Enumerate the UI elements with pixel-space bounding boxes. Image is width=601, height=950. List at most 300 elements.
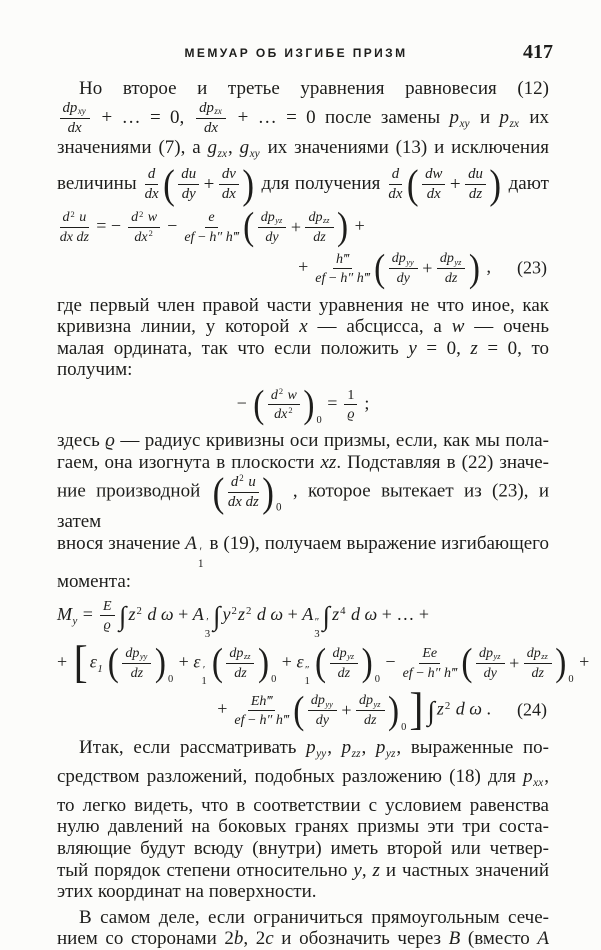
math-variable: dp [359,692,374,709]
math-variable: dx [274,406,288,423]
text-run: − [380,651,401,672]
fraction-numerator [524,645,552,664]
fraction-denominator [484,664,497,681]
text-run: их [519,106,549,128]
text-run: , [482,256,491,277]
fraction-denominator [60,228,89,245]
math-variable: dv [221,165,236,182]
para-equations-intro [57,78,549,208]
text-run: + … = 0 после замены [228,106,450,128]
text-line [57,598,549,640]
text-run: , [544,765,549,787]
fraction-denominator [315,269,369,286]
text-line [57,430,549,452]
prime-mark: ″ [314,616,320,629]
prime-mark: ′ [199,545,202,558]
text-run: значениями (7), а [57,136,208,158]
text-run: малая ордината, так что если положить [57,337,409,359]
math-fraction [389,250,418,286]
equation-24 [57,598,590,736]
math-variable: z [436,698,444,719]
fraction-numerator [356,692,385,711]
math-fraction [128,209,160,244]
math-variable: y [353,859,362,881]
paren-content [120,645,154,681]
text-run: = 0, то [477,337,549,359]
fraction-numerator [437,250,466,269]
math-variable: dz [234,665,247,682]
math-variable: dz [130,665,144,682]
math-subscript: yy [316,748,327,761]
math-fraction [356,692,385,728]
fraction-numerator [465,166,486,185]
math-fraction [100,598,115,633]
left-paren: ( [211,641,223,685]
text-run: + [217,698,232,719]
math-fraction [437,250,466,286]
math-paren-group [314,641,380,686]
text-run: + [509,652,520,673]
text-run: — абсцисса, а [307,316,452,338]
fraction-denominator [234,664,246,681]
fraction-denominator [388,185,402,203]
text-run: − [325,269,341,286]
text-line [57,737,549,766]
text-run: − [244,711,260,728]
right-paren: ) [337,205,349,249]
paren-subscript: 0 [316,415,322,427]
text-run: средством разложений, подобных разложению (18) для [57,765,524,787]
math-variable: dz [444,270,458,287]
index-digit: 3 [314,627,320,640]
math-variable: w [144,209,158,226]
text-line [57,533,549,571]
math-fraction [268,387,300,422]
math-superscript: 2 [148,227,153,238]
text-line [57,205,549,249]
math-variable: dx [221,185,236,202]
right-paren: ) [361,641,373,685]
fraction-numerator [145,166,158,185]
math-fraction [196,100,226,137]
fraction-numerator [476,645,505,664]
math-variable: dp [439,250,454,267]
fraction-numerator [344,387,357,405]
right-paren: ) [154,641,166,685]
math-variable: c [265,928,274,950]
math-fraction [315,251,369,286]
text-run: + [173,603,193,624]
fraction-denominator [184,228,238,245]
math-variable: d ω [252,603,284,624]
math-variable: g [207,136,218,158]
math-subscript: xx [533,777,544,790]
math-subscript: xy [77,106,86,117]
equation-number: (23) [517,257,547,278]
math-prime-stack [198,547,204,571]
math-variable: d [391,165,400,182]
fraction-numerator [422,166,445,185]
math-variable: dp [62,99,78,116]
math-superscript: 2 [444,699,451,712]
fraction-numerator [389,166,402,185]
text-run: − [162,215,182,236]
left-paren: ( [461,641,473,685]
equation-curvature [57,382,549,427]
math-variable: g [239,136,250,158]
math-variable: y [222,603,231,624]
math-variable: dy [483,665,497,682]
text-line [57,161,549,208]
math-fraction [122,645,151,681]
math-paren-group [373,246,481,291]
math-subscript: xy [249,148,260,161]
text-run: внося значение [57,532,186,554]
math-fraction [388,166,402,203]
math-subscript: y [72,615,78,628]
text-run: кривизна линии, у которой [57,316,300,338]
text-run: − [236,392,252,413]
fraction-denominator [313,228,325,245]
text-run: + [277,651,297,672]
content-area [57,78,590,950]
math-variable: ef [184,228,195,245]
text-run: в (19), получаем выражение изгибающего [204,532,549,554]
right-paren: ) [388,688,400,733]
right-paren: ) [555,641,567,685]
math-variable: b [233,928,244,950]
text-run: + [174,651,194,672]
math-superscript: 2 [136,604,142,617]
math-variable: dp [526,644,541,661]
math-variable: dp [125,644,140,661]
text-run: и обозначить через [273,928,449,950]
math-variable: p [499,106,509,128]
right-paren: ) [242,161,255,208]
text-run: здесь [57,430,106,452]
text-line [57,766,549,795]
text-run: + … + [377,603,430,624]
math-variable: ϱ [105,430,115,452]
math-variable: dp [310,692,325,709]
math-fraction [465,166,486,203]
left-paren: ( [212,469,225,516]
paren-content [176,166,242,203]
math-variable: dp [391,250,406,267]
fraction-denominator [403,664,457,681]
prime-mark: ′ [202,663,206,676]
math-variable: z [372,859,380,881]
text-run: дают [503,172,549,194]
math-variable: dx [144,185,159,202]
para-curvature [57,295,549,381]
math-variable: dz [364,712,377,729]
math-variable: dp [199,99,214,116]
math-variable: ε [193,651,201,672]
math-subscript: yy [406,256,414,267]
fraction-numerator [128,209,160,227]
math-variable: d ω [451,698,482,719]
prime-mark: ′ [206,616,209,629]
text-run: В самом деле, если ограничиться прямоугольным сече- [79,906,549,928]
text-line [57,359,549,381]
paren-content [474,645,555,681]
math-subscript: yz [385,748,396,761]
math-variable: e [208,209,215,226]
fraction-denominator [131,664,143,681]
math-subscript: 1 [97,662,103,675]
math-bracket: [ [73,637,88,688]
fraction-denominator [234,711,288,728]
math-variable: p [306,736,316,758]
fraction-denominator [274,405,293,422]
fraction-denominator [397,269,410,286]
paren-subscript: 0 [568,674,574,686]
math-paren-group [252,382,322,427]
math-variable: ef [315,269,326,286]
math-variable: Ee [422,645,438,662]
right-paren: ) [262,469,274,516]
math-variable: dx [67,119,82,136]
fraction-denominator [347,405,354,422]
text-run: ; [359,392,370,413]
paren-content [420,166,489,203]
fraction-denominator [104,616,111,633]
paren-content [224,645,257,681]
fraction-denominator [338,664,350,681]
fraction-denominator [145,185,159,203]
math-variable: w [284,386,297,403]
math-subscript: yz [347,651,355,662]
math-prime-stack [305,665,310,688]
math-variable: dx [203,119,218,136]
math-fraction [476,645,505,681]
math-variable: dp [479,644,494,661]
fraction-denominator [364,711,376,728]
math-variable: u [244,474,256,491]
para-itak [57,737,549,903]
math-variable: h″ h‴ [209,228,239,245]
fraction-numerator [258,209,287,228]
math-subscript: yz [275,215,283,226]
fraction-denominator [469,185,482,203]
text-run: тый порядок степени относительно [57,859,354,881]
text-run: ние производной [57,480,211,502]
math-subscript: yz [454,256,462,267]
math-subscript: zz [243,651,251,662]
prime-mark: ″ [305,663,310,676]
math-variable: A [192,603,204,624]
fraction-numerator [226,645,254,664]
math-variable: dp [332,644,347,661]
fraction-numerator [248,693,275,711]
math-superscript: 2 [231,604,237,617]
paren-content [386,250,468,286]
math-variable: z [237,603,245,624]
math-paren-group [242,205,349,249]
math-paren-group [107,641,174,686]
math-variable: dz [531,665,544,682]
math-variable: dw [425,165,443,182]
right-paren: ) [489,161,502,208]
math-bracket: ] [409,684,424,736]
math-superscript: 2 [239,473,244,484]
math-variable: dx [426,185,441,202]
math-variable: dz [313,229,326,246]
math-variable: h‴ [335,250,349,267]
index-digit: 1 [197,557,204,570]
fraction-numerator [60,100,90,119]
math-variable: p [449,106,459,128]
text-line [57,78,549,100]
math-variable: dx dz [227,494,259,511]
index-digit: 1 [201,674,207,687]
math-variable: dy [315,712,329,729]
math-fraction [524,645,552,681]
text-run: − [194,228,210,245]
math-variable: A [302,603,314,624]
text-run: + [57,651,72,672]
text-run: гаем, она изогнута в плоскости [57,451,321,473]
math-variable: w [451,316,465,338]
math-variable: d [147,165,156,182]
text-line [57,907,549,929]
math-variable: xz [320,451,337,473]
math-variable: dx dz [59,228,89,245]
math-fraction [305,209,333,245]
math-variable: dp [308,208,323,225]
page-header [57,41,553,64]
math-variable: du [181,165,197,182]
text-run: 1 [347,386,355,403]
math-variable: ϱ [347,406,355,423]
text-run: = 0, [416,337,471,359]
text-run: = − [91,215,126,236]
text-line [57,838,549,860]
math-fraction [422,166,445,203]
text-line [57,860,549,882]
fraction-denominator [204,119,218,137]
text-run: то легко видеть, что в соответствии с условием равенства [57,794,549,816]
text-run: , выраженные по- [396,736,549,758]
math-paren-group [162,161,255,208]
text-run: и [470,106,500,128]
math-fraction [258,209,287,245]
math-variable: dx [388,185,403,202]
text-line [57,816,549,838]
fraction-denominator [316,711,329,728]
fraction-numerator [419,645,440,663]
fraction-numerator [333,251,352,269]
math-subscript: zx [214,106,222,117]
math-variable: p [523,765,533,787]
math-fraction [226,645,254,681]
math-subscript: yy [325,698,333,709]
integral-sign: ∫ [119,601,127,632]
math-fraction [184,209,238,244]
text-run: + [283,603,303,624]
math-fraction [308,692,337,728]
math-variable: M [57,603,72,624]
math-variable: u [75,209,87,226]
math-variable: dy [181,185,196,202]
fraction-numerator [196,100,226,119]
math-fraction [219,166,239,203]
text-line [57,571,549,593]
math-subscript: xy [459,118,470,131]
text-line [57,795,549,817]
text-run: — радиус кривизны оси призмы, если, как мы пола- [114,430,549,452]
math-variable: d [270,386,278,403]
right-paren: ) [257,641,270,685]
math-subscript: yz [493,651,501,662]
text-line [57,100,549,137]
text-run: (вместо [460,928,538,950]
index-digit: 1 [304,674,310,687]
text-line [57,452,549,474]
math-fraction [403,645,457,680]
text-run: где первый член правой части уравнения не что иное, как [57,294,549,316]
text-run: , [327,736,342,758]
fraction-denominator [445,269,457,286]
right-paren: ) [303,382,315,427]
paren-subscript: 0 [374,674,380,686]
paren-subscript: 0 [271,674,277,686]
math-variable: dp [229,644,244,661]
math-fraction [60,209,90,244]
text-run: нулю давлений на боковых гранях призмы эти три соста- [57,816,549,838]
math-variable: x [299,316,308,338]
math-fraction [330,645,359,681]
fraction-denominator [134,228,153,245]
paren-subscript: 0 [276,501,282,514]
math-variable: B [448,928,461,950]
text-run: нием со сторонами 2 [57,928,234,950]
math-variable: ef [402,664,413,681]
math-paren-group [292,688,407,733]
math-paren-group [460,641,574,686]
text-run: + [298,256,313,277]
text-run: . [482,698,491,719]
left-paren: ( [406,161,419,208]
text-line [57,338,549,360]
text-run: . Подставляя в (22) значе- [336,451,549,473]
text-line [57,928,549,950]
left-paren: ( [243,205,255,249]
text-run: + [203,173,215,195]
text-run: + [449,173,461,195]
math-variable: d [62,209,70,226]
fraction-numerator [228,473,259,493]
math-subscript: zz [351,748,361,761]
text-line [57,246,549,291]
equation-number: (24) [517,699,547,720]
math-superscript: 2 [70,208,75,219]
text-run: получим: [57,359,133,381]
math-variable: z [470,337,478,359]
left-paren: ( [314,641,327,685]
fraction-denominator [222,185,236,203]
fraction-numerator [178,166,199,185]
para-radius [57,430,549,592]
paren-content [305,692,387,728]
left-paren: ( [163,161,175,208]
math-superscript: 2 [278,386,284,397]
text-run: + … = 0, [92,106,194,128]
text-run: + [341,699,352,720]
math-variable: p [375,736,386,758]
math-prime-stack [314,617,319,640]
